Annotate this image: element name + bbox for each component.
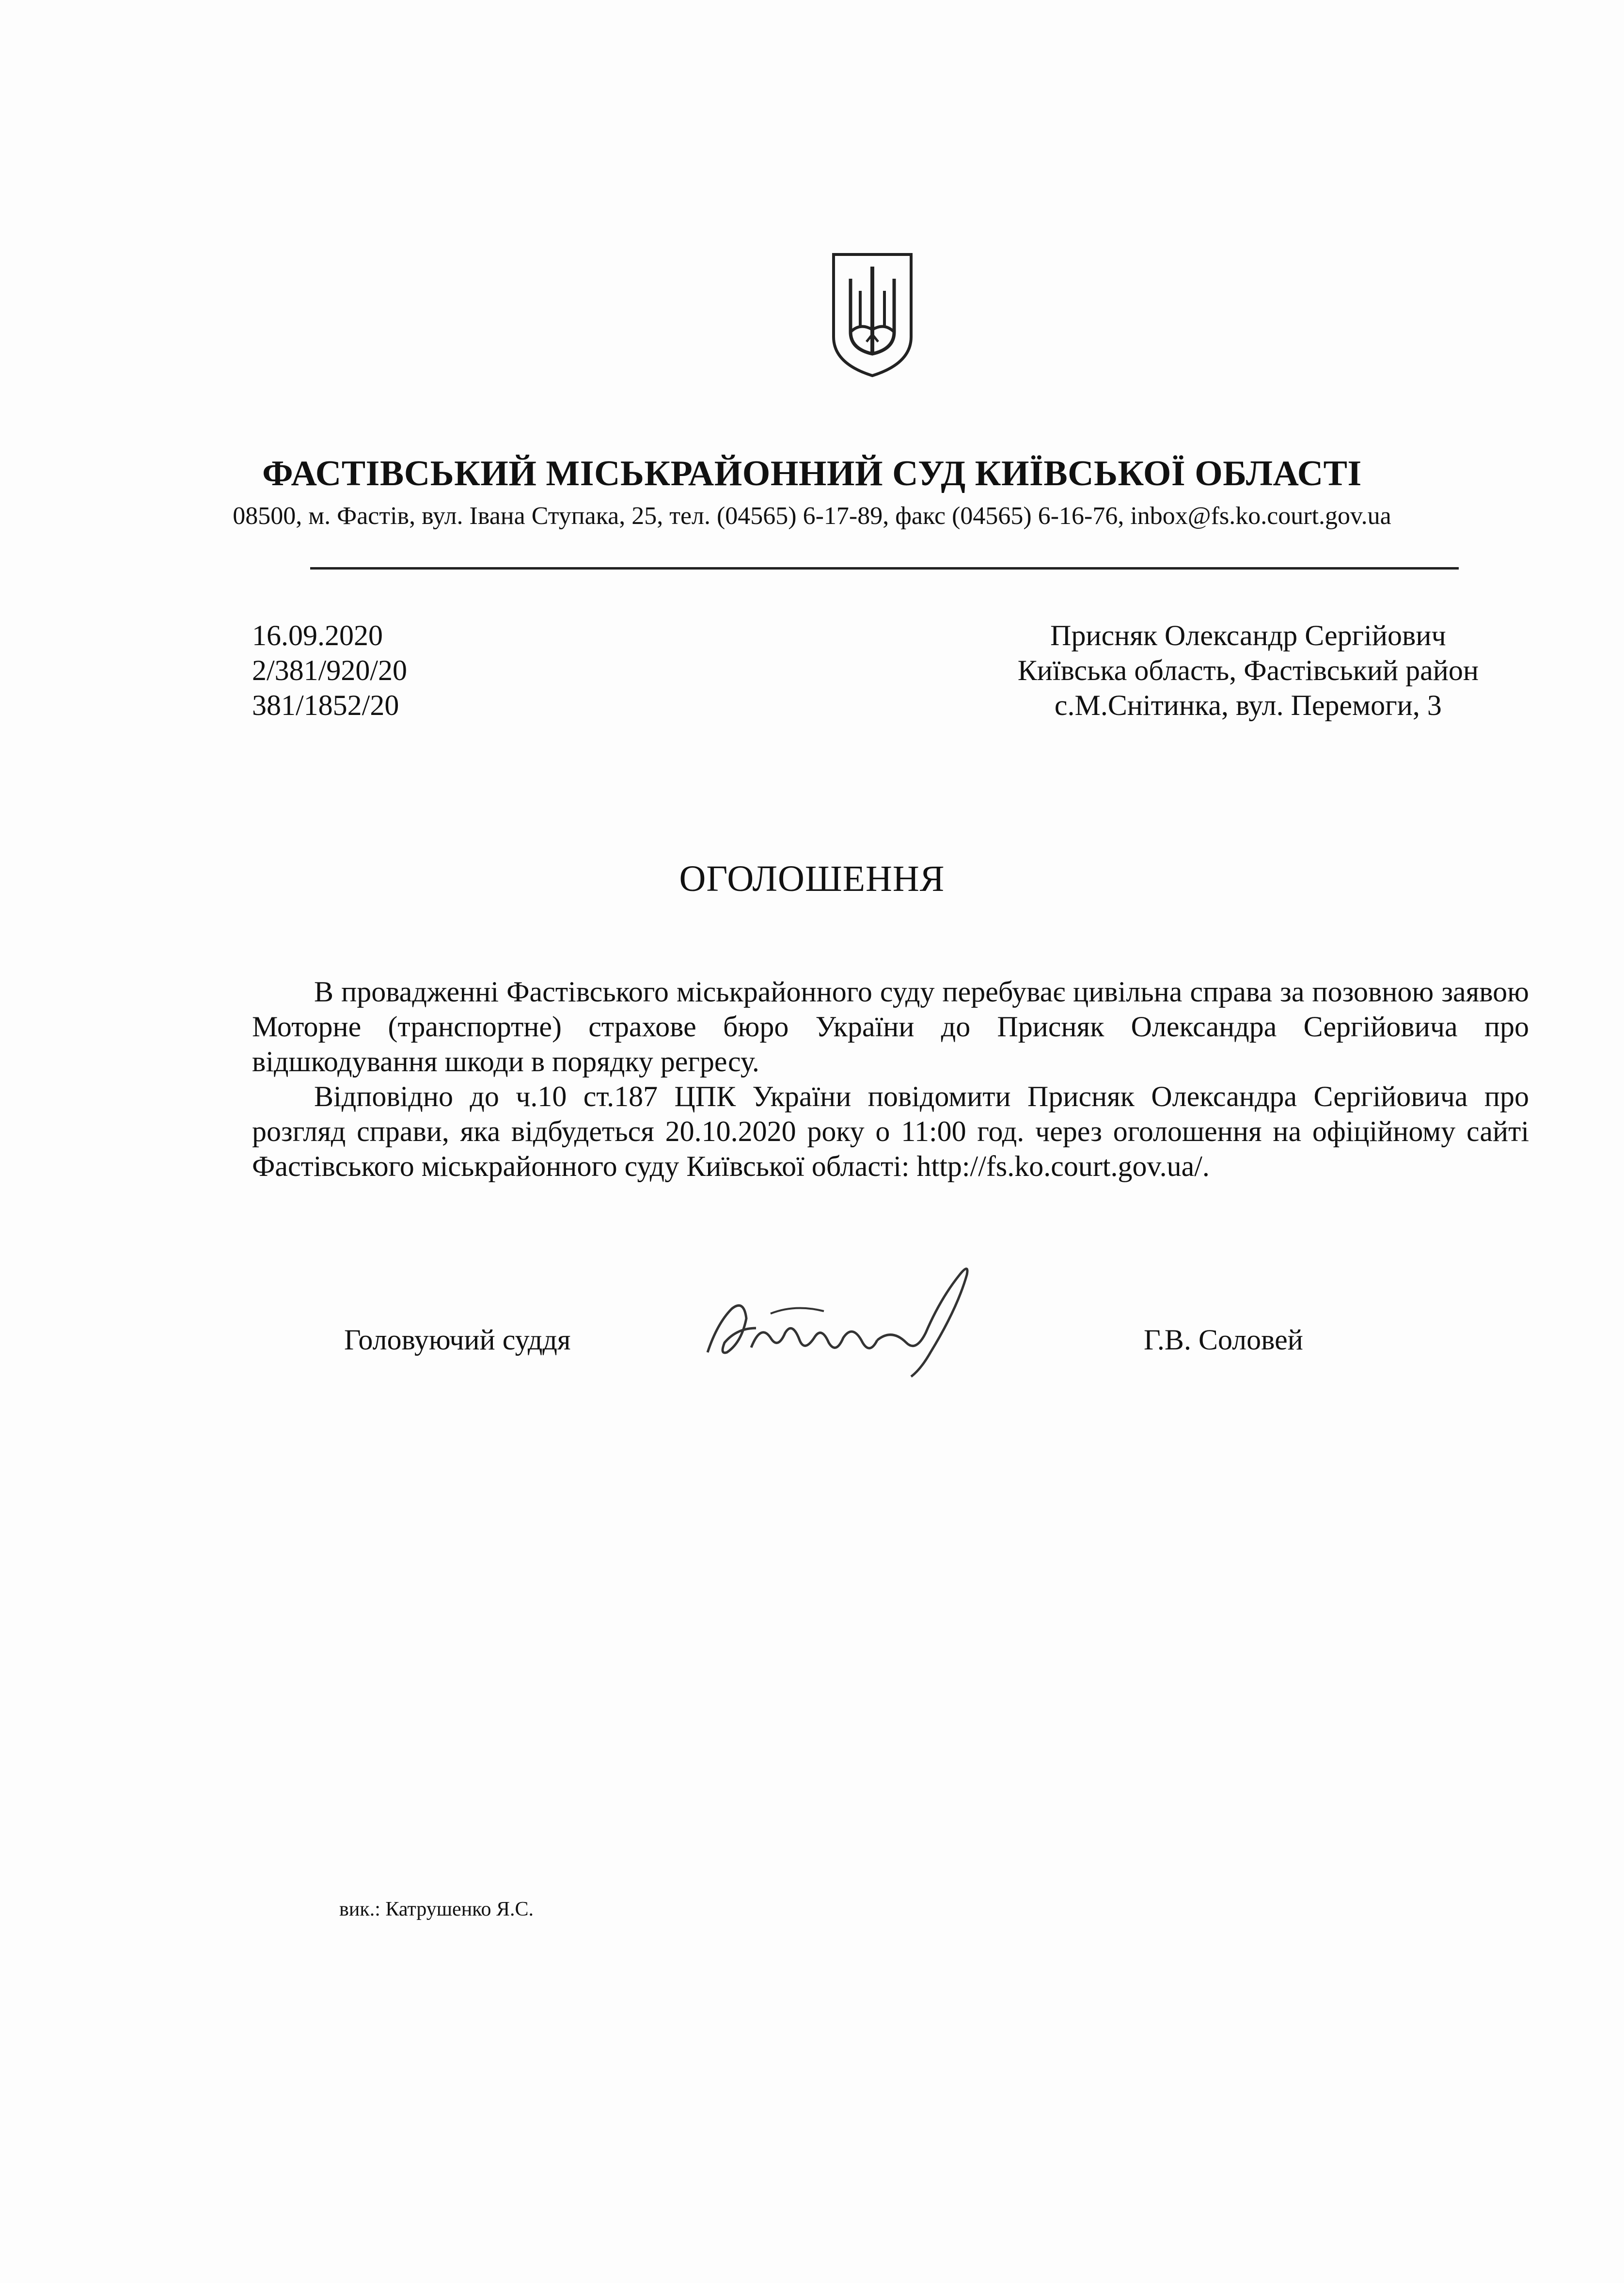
document-meta [252,618,407,723]
trident-coat-of-arms-icon [824,245,921,380]
recipient-address: с.М.Снітинка, вул. Перемоги, 3 [1054,689,1442,721]
signature-block [0,1255,1624,1381]
signature-label: Головуючий суддя [344,1324,571,1356]
document-title: ОГОЛОШЕННЯ [679,858,945,899]
recipient-region: Київська область, Фастівський район [1017,654,1479,686]
judge-name: Г.В. Соловей [1144,1324,1303,1356]
recipient-block [1018,618,1479,723]
document-body [252,974,1529,1184]
body-paragraph: В провадженні Фастівського міськрайонного суду перебуває цивільна справа за позовною заявою Моторне (транспортне) страхове бюро України до Присняк Олександра Сергійовича про відшкодування шкоди в порядку регресу. [252,976,1529,1078]
court-address: 08500, м. Фастів, вул. Івана Ступака, 25, тел. (04565) 6-17-89, факс (04565) 6-16-76, inbox@fs.ko.court.gov.ua [233,502,1391,530]
handwritten-signature-icon [698,1255,998,1381]
court-name: ФАСТІВСЬКИЙ МІСЬКРАЙОННИЙ СУД КИЇВСЬКОЇ ОБЛАСТІ [262,454,1362,493]
recipient-name: Присняк Олександр Сергійович [1050,619,1446,651]
document-number: 2/381/920/20 [252,654,408,686]
document-date: 16.09.2020 [252,619,383,651]
header-divider [310,567,1459,570]
body-paragraph: Відповідно до ч.10 ст.187 ЦПК України повідомити Присняк Олександра Сергійовича про розгляд справи, яка відбудеться 20.10.2020 року о 11:00 год. через оголошення на офіційному сайті Фастівського міськрайонного суду Київської області: http://fs.ko.court.gov.ua/. [252,1080,1529,1182]
case-number: 381/1852/20 [252,689,399,721]
executor-note: вик.: Катрушенко Я.С. [339,1898,534,1920]
